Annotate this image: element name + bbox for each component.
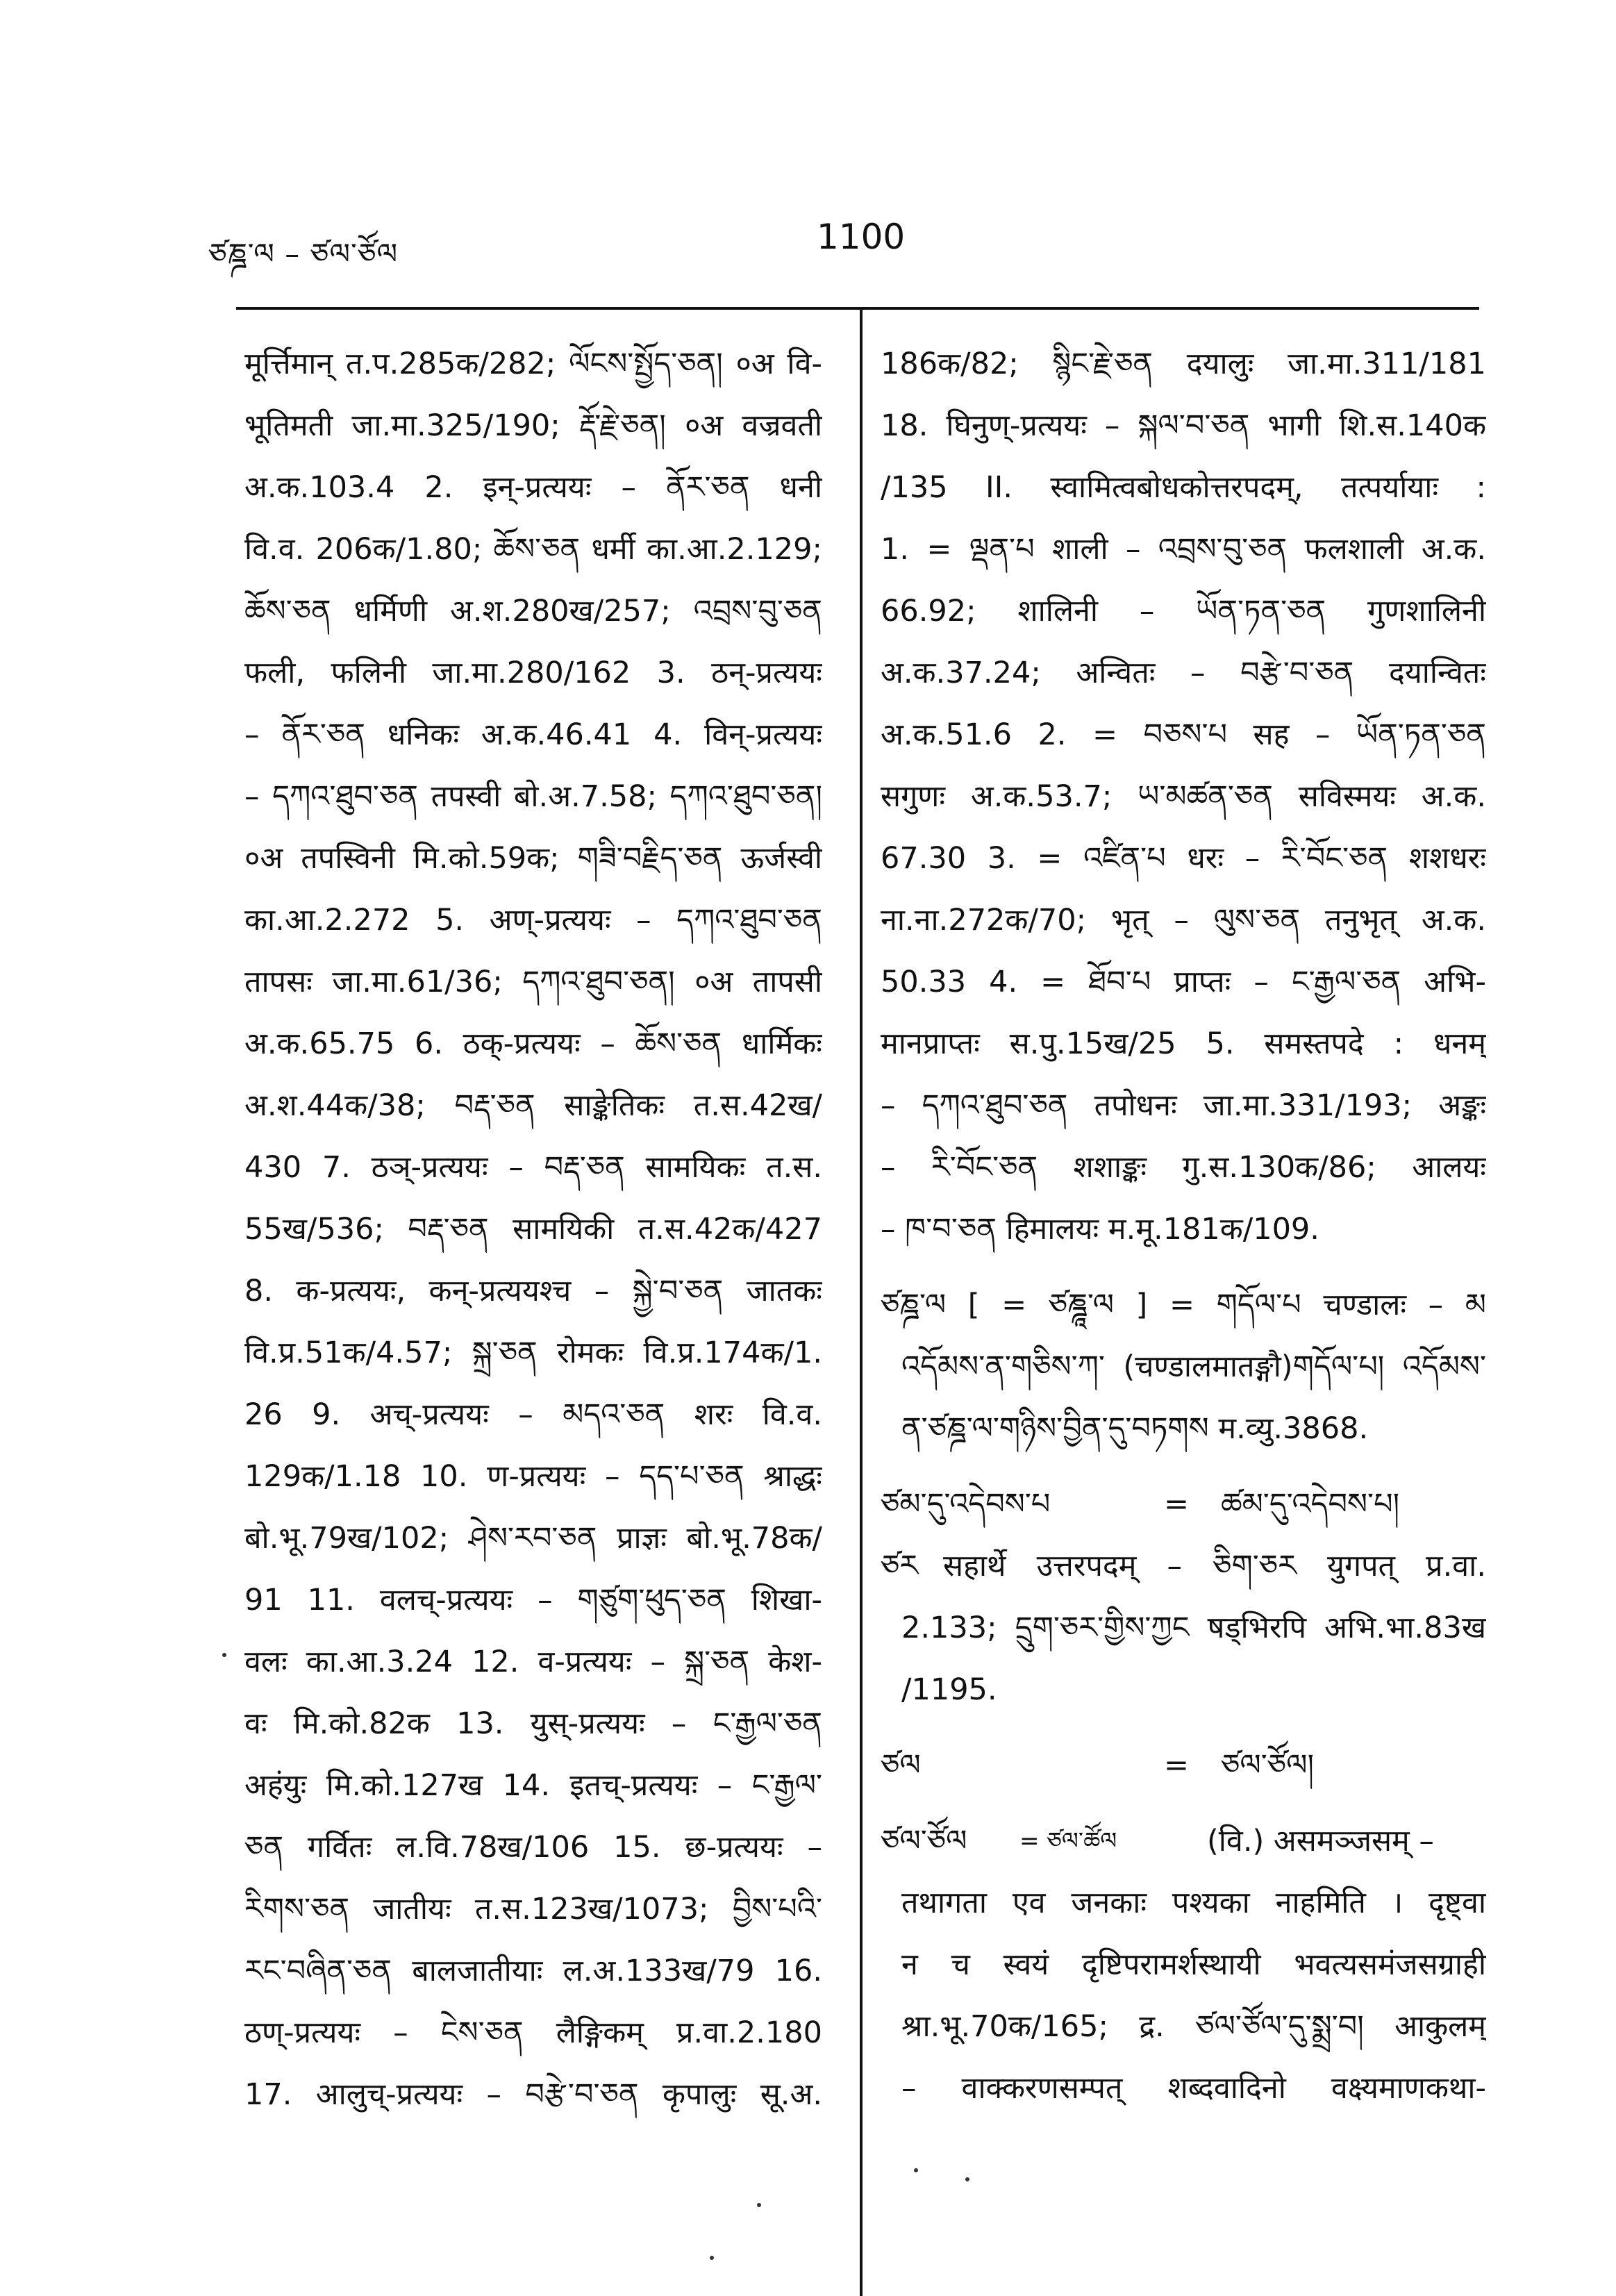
scan-speck — [757, 2203, 761, 2207]
scan-speck — [914, 2168, 918, 2172]
entry-line: 2.133; དྲུག་ཅར་གྱིས་ཀྱང षड्भिरपि अभि.भा.83ख — [901, 1611, 1486, 1645]
text-line: मूर्त्तिमान् त.प.285क/282; ལོངས་སྤྱོད་ཅན། ०अ वि- — [244, 347, 822, 381]
text-line: 186क/82; སྙིང་རྗེ་ཅན दयालुः जा.मा.311/181 — [881, 347, 1486, 381]
text-line: 50.33 4. = ཐོབ་པ प्राप्तः – ང་རྒྱལ་ཅན अभि- — [881, 965, 1486, 999]
entry-tsal-tsol — [881, 1811, 1486, 2120]
entry-line: (वि.) असमञ्जसम् – — [1207, 1824, 1434, 1858]
scan-speck — [710, 2256, 714, 2260]
text-line: 26 9. अच्-प्रत्ययः – མདའ་ཅན शरः वि.व. — [244, 1397, 822, 1432]
entry-chandala — [881, 1274, 1486, 1460]
column-divider — [860, 310, 863, 2296]
text-line: – དཀའ་ཐུབ་ཅན तपस्वी बो.अ.7.58; དཀའ་ཐུབ་ཅན། — [244, 779, 822, 814]
left-column — [244, 333, 822, 2126]
text-line: /135 II. स्वामित्वबोधकोत्तरपदम्, तत्पर्यायाः : — [881, 470, 1486, 505]
text-line: 66.92; शालिनी – ཡོན་ཏན་ཅན गुणशालिनी — [881, 594, 1486, 629]
entry-line: འདོམས་ན་གཅིས་ཀ་ (चण्डालमातङ्गौ)གདོལ་པ། འདོམས་ — [901, 1349, 1486, 1384]
text-line: वि.व. 206क/1.80; ཆོས་ཅན धर्मी का.आ.2.129; — [244, 532, 822, 567]
entry-line: न च स्वयं दृष्टिपरामर्शस्थायी भवत्यसमंजसग्राही — [901, 1947, 1486, 1982]
entry-tsal — [881, 1735, 1486, 1797]
text-line: वः मि.को.82क 13. युस्-प्रत्ययः – ང་རྒྱལ་ཅན — [244, 1706, 822, 1741]
entry-gap — [881, 1261, 1486, 1274]
text-line: अ.श.44क/38; བརྡ་ཅན साङ्केतिकः त.स.42ख/ — [244, 1088, 822, 1123]
text-line: ठण्-प्रत्ययः – ངེས་ཅན लैङ्गिकम् प्र.वा.2.180 — [244, 2015, 822, 2050]
text-line: – དཀའ་ཐུབ་ཅན तपोधनः जा.मा.331/193; अङ्कः — [881, 1088, 1486, 1123]
text-line: तापसः जा.मा.61/36; དཀའ་ཐུབ་ཅན། ०अ तापसी — [244, 965, 822, 999]
cross-reference: ཚམ་དུ་འདེབས་པ། — [1221, 1487, 1400, 1522]
text-line: अहंयुः मि.को.127ख 14. इतच्-प्रत्ययः – ང་རྒྱལ་ — [244, 1768, 822, 1803]
text-line: – ཁ་བ་ཅན हिमालयः म.मू.181क/109. — [881, 1212, 1319, 1247]
headword: ཙམ་དུ་འདེབས་པ — [881, 1487, 1051, 1522]
headword: ཙར — [881, 1549, 919, 1583]
header-rule — [236, 307, 1479, 310]
text-line: 67.30 3. = འཛིན་པ धरः – རི་བོང་ཅན शशधरः — [881, 841, 1486, 876]
text-line: རིགས་ཅན जातीयः त.स.123ख/1073; བྱིས་པའི་ — [244, 1892, 822, 1927]
entry-line: सहार्थे उत्तरपदम् – ཅིག་ཅར युगपत् प्र.वा. — [943, 1549, 1486, 1583]
entry-tsam-du — [881, 1474, 1486, 1536]
text-line: फली, फलिनी जा.मा.280/162 3. ठन्-प्रत्ययः — [244, 656, 822, 690]
text-line: मानप्राप्तः स.पु.15ख/25 5. समस्तपदे : धनम् — [881, 1026, 1486, 1061]
entry-line: – वाक्करणसम्पत् शब्दवादिनो वक्ष्यमाणकथा- — [901, 2071, 1486, 2106]
text-line: वलः का.आ.3.24 12. व-प्रत्ययः – སྐྲ་ཅན केश- — [244, 1645, 822, 1679]
entry-gap — [881, 1797, 1486, 1811]
text-line: 430 7. ठञ्-प्रत्ययः – བརྡ་ཅན सामयिकः त.स. — [244, 1150, 822, 1185]
text-line: बो.भू.79ख/102; ཤེས་རབ་ཅན प्राज्ञः बो.भू.78क/ — [244, 1521, 822, 1556]
text-line: ཆོས་ཅན धर्मिणी अ.श.280ख/257; འབྲས་བུ་ཅན — [244, 594, 822, 629]
equals-sign: = — [1164, 1748, 1190, 1783]
headword: ཙལ་ཙོལ — [881, 1824, 967, 1858]
headword: ཙལ — [881, 1748, 921, 1783]
entry-gap — [881, 1460, 1486, 1474]
variant-spelling: = ཙལ་ཚོལ — [1019, 1827, 1117, 1855]
text-line: 1. = ལྡན་པ शाली – འབྲས་བུ་ཅན फलशाली अ.क. — [881, 532, 1486, 567]
entry-gap — [881, 1721, 1486, 1735]
text-line: वि.प्र.51क/4.57; སྐྲ་ཅན रोमकः वि.प्र.174क/1. — [244, 1336, 822, 1370]
text-line: अ.क.51.6 2. = བཅས་པ सह – ཡོན་ཏན་ཅན — [881, 717, 1486, 752]
text-line: 8. क-प्रत्ययः, कन्-प्रत्ययश्च – སྐྱེ་བ་ཅན जातकः — [244, 1274, 822, 1308]
text-line: རང་བཞིན་ཅན बालजातीयाः ल.अ.133ख/79 16. — [244, 1954, 822, 1988]
entry-line: ན་ཙཎྜ་ལ་གཉིས་བྱིན་དུ་བཏགས म.व्यु.3868. — [901, 1411, 1369, 1446]
text-line: अ.क.103.4 2. इन्-प्रत्ययः – ནོར་ཅན धनी — [244, 470, 822, 505]
text-line: 17. आलुच्-प्रत्ययः – བརྩེ་བ་ཅན कृपालुः सू.अ. — [244, 2077, 822, 2112]
right-column — [881, 333, 1486, 2120]
text-line: भूतिमती जा.मा.325/190; རྡོ་རྗེ་ཅན། ०अ वज्रवती — [244, 408, 822, 443]
text-line: 91 11. वलच्-प्रत्ययः – གཙུག་ཕུད་ཅན शिखा- — [244, 1583, 822, 1617]
text-line: ना.ना.272क/70; भृत् – ལུས་ཅན तनुभृत् अ.क. — [881, 903, 1486, 938]
entry-line: ཙཎྜ་ལ [ = ཙཎྜཱ་ལ ] = གདོལ་པ चण्डालः – མ — [881, 1288, 1486, 1322]
text-line: – ནོར་ཅན धनिकः अ.क.46.41 4. विन्-प्रत्ययः — [244, 717, 822, 752]
cross-reference: ཙལ་ཙོལ། — [1221, 1748, 1314, 1783]
page-number: 1100 — [817, 217, 906, 257]
text-line: का.आ.2.272 5. अण्-प्रत्ययः – དཀའ་ཐུབ་ཅན — [244, 903, 822, 938]
equals-sign: = — [1164, 1487, 1190, 1522]
text-line: 18. घिनुण्-प्रत्ययः – སྐལ་བ་ཅན भागी शि.स.140क — [881, 408, 1486, 443]
scan-speck — [965, 2177, 969, 2181]
text-line: ཅན गर्वितः ल.वि.78ख/106 15. छ-प्रत्ययः – — [244, 1830, 822, 1865]
scan-speck — [222, 1653, 226, 1657]
text-line: 55ख/536; བརྡ་ཅན सामयिकी त.स.42क/427 — [244, 1212, 822, 1247]
entry-line: /1195. — [901, 1672, 997, 1707]
entry-tsan — [881, 1536, 1486, 1721]
running-head: ཙཎྜ་ལ – ཙལ་ཙོལ — [208, 237, 399, 271]
entry-line: श्रा.भू.70क/165; द्र. ཙལ་ཙོལ་དུ་སྨྲ་བ། आकुलम् — [901, 2009, 1486, 2044]
text-line: ०अ तपस्विनी मि.को.59क; གཟི་བརྗིད་ཅན ऊर्जस्वी — [244, 841, 822, 876]
text-line: 129क/1.18 10. ण-प्रत्ययः – དད་པ་ཅན श्राद्धः — [244, 1459, 822, 1494]
text-line: – རི་བོང་ཅན शशाङ्कः गु.स.130क/86; आलयः — [881, 1150, 1486, 1185]
text-line: अ.क.37.24; अन्वितः – བརྩེ་བ་ཅན दयान्वितः — [881, 656, 1486, 690]
entry-line: तथागता एव जनकाः पश्यका नाहमिति । दृष्ट्वा — [901, 1886, 1486, 1920]
text-line: सगुणः अ.क.53.7; ཡ་མཚན་ཅན सविस्मयः अ.क. — [881, 779, 1486, 814]
text-line: अ.क.65.75 6. ठक्-प्रत्ययः – ཆོས་ཅན धार्मिकः — [244, 1026, 822, 1061]
